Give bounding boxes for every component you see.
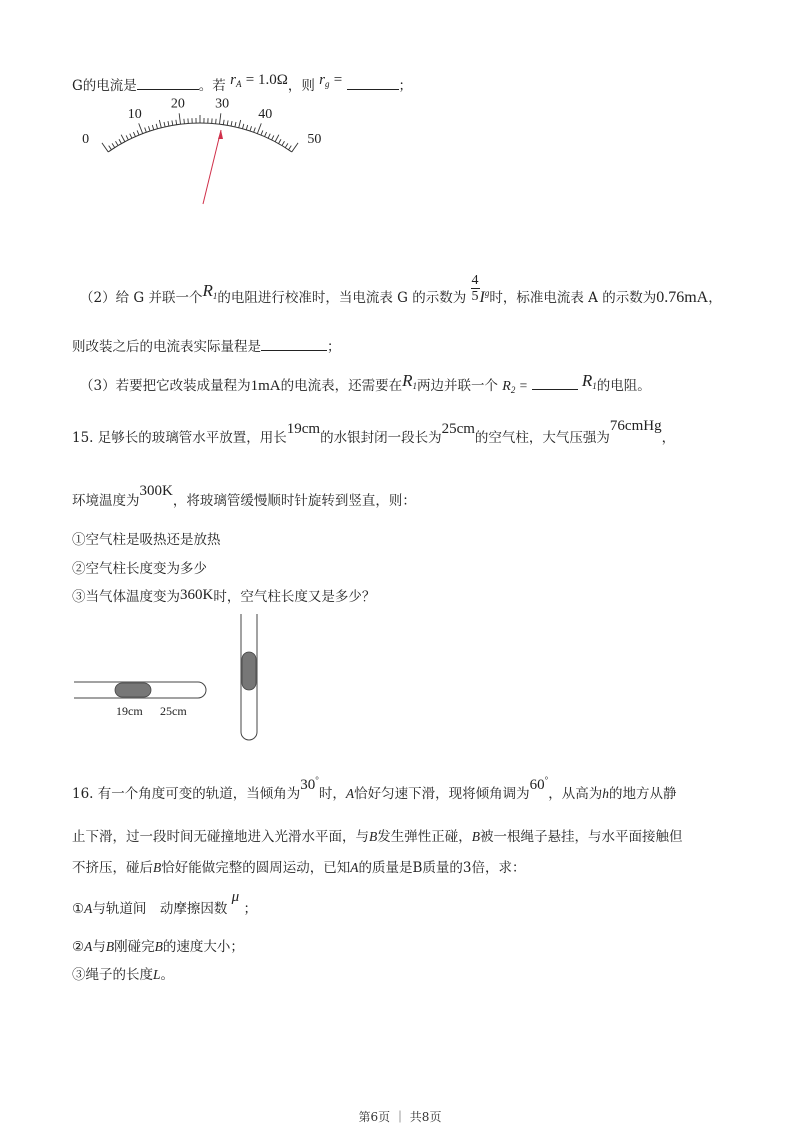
text: （3）若要把它改装成量程为 — [80, 378, 251, 394]
dial-tick — [176, 120, 177, 125]
mercury-column — [242, 652, 256, 690]
object-b: B — [153, 860, 162, 875]
text: 的地方从静 — [608, 786, 677, 802]
text: 恰好能做完整的圆周运动，已知 — [161, 860, 351, 876]
range-value: 1mA — [250, 378, 281, 394]
dial-tick — [219, 113, 220, 124]
question16-stem-line1 — [72, 775, 677, 803]
text: 的速度大小； — [162, 939, 244, 955]
dial-tick — [268, 134, 270, 139]
dial-tick — [156, 124, 157, 129]
text: ； — [398, 78, 413, 94]
dial-tick — [126, 135, 128, 139]
dial-tick — [109, 146, 112, 150]
galvanometer-dial — [65, 96, 335, 213]
answer-blank — [532, 377, 578, 390]
text: 则改装之后的电流表实际量程是 — [72, 339, 261, 355]
r1-symbol: $R_1$ — [581, 371, 597, 391]
question16-stem-line2 — [72, 825, 683, 845]
text: 发生弹性正碰， — [377, 829, 472, 845]
text: ， — [661, 430, 676, 446]
dial-tick — [172, 120, 173, 125]
dial-tick — [272, 135, 274, 139]
text: 的电阻进行校准时，当电流表 G 的示数为 — [217, 290, 467, 306]
dial-tick — [231, 121, 232, 126]
dial-label: 0 — [82, 131, 90, 147]
question14-part2-range — [72, 335, 341, 355]
text: ， — [708, 290, 722, 306]
friction-coefficient-mu: μ — [231, 889, 240, 905]
dial-tick — [265, 132, 267, 137]
text: ③绳子的长度 — [72, 967, 153, 983]
dial-label: 50 — [307, 131, 322, 147]
text: ③当气体温度变为 — [72, 589, 180, 605]
question14-rg-line — [72, 74, 412, 95]
dial-label: 40 — [258, 107, 273, 123]
dial-tick — [261, 130, 263, 135]
text: ① — [72, 901, 85, 917]
text: 。若 — [198, 78, 226, 94]
dial-tick — [239, 120, 241, 128]
dial-tick — [275, 135, 279, 142]
dial-tick — [116, 141, 119, 145]
dial-tick — [102, 143, 108, 152]
dial-tick — [112, 143, 115, 147]
height-h: h — [602, 786, 609, 801]
r2-symbol: $R_2$ — [502, 379, 516, 395]
question15-sub3 — [72, 585, 375, 606]
question16-sub1 — [72, 889, 257, 918]
text: 与 — [92, 939, 106, 955]
object-b: B — [105, 939, 115, 954]
air-column-length: 25cm — [441, 421, 475, 437]
r1-symbol: $R_1$ — [202, 281, 218, 301]
dial-tick — [130, 134, 132, 139]
dial-tick — [168, 121, 169, 126]
text: 被一根绳子悬挂，与水平面接触但 — [480, 829, 683, 845]
answer-blank — [137, 77, 199, 90]
dial-label: 10 — [127, 107, 142, 123]
text: 不挤压，碰后 — [72, 860, 153, 876]
r1-symbol: $R_1$ — [402, 371, 417, 391]
object-b: B — [154, 939, 163, 954]
dial-tick — [285, 143, 288, 147]
dial-arc — [108, 123, 292, 152]
question14-part2 — [80, 273, 722, 314]
ra-value: = 1.0Ω — [245, 72, 288, 88]
text: 的电流表，还需要在 — [280, 378, 403, 394]
text: 时， — [318, 786, 346, 802]
figure-label-air: 25cm — [160, 704, 187, 718]
text: 时，标准电流表 A 的示数为 — [489, 290, 657, 306]
object-b: B — [471, 829, 480, 844]
dial-tick — [164, 122, 165, 127]
text: ； — [243, 901, 257, 917]
rope-length-l: L — [153, 967, 161, 982]
text: 。 — [160, 967, 175, 983]
text: ； — [327, 339, 341, 355]
rg-symbol: $r_g$ — [319, 72, 330, 89]
fraction-four-fifths: $\frac{4}{5}$ — [471, 273, 479, 304]
answer-blank — [261, 338, 327, 351]
dial-tick — [254, 128, 256, 133]
dial-label: 20 — [170, 96, 185, 112]
object-a: A — [84, 901, 93, 916]
ra-symbol: $r_A$ — [230, 72, 242, 89]
current-value: 0.76mA — [656, 289, 709, 306]
dial-tick — [179, 113, 180, 124]
angle-30: 30° — [300, 775, 319, 793]
dial-tick — [235, 122, 236, 127]
answer-blank — [347, 77, 399, 90]
question14-part3 — [80, 371, 651, 395]
figure-label-mercury: 19cm — [116, 704, 143, 718]
text: ，从高为 — [548, 786, 603, 802]
text: 16. 有一个角度可变的轨道，当倾角为 — [72, 786, 301, 802]
text: 的质量是B质量的3倍，求： — [358, 860, 526, 876]
dial-tick — [279, 139, 281, 143]
dial-tick — [133, 132, 135, 137]
dial-tick — [223, 120, 224, 125]
text: 环境温度为 — [72, 493, 140, 509]
equals: = — [333, 72, 343, 88]
text: 15. 足够长的玻璃管水平放置，用长 — [72, 430, 287, 446]
dial-label: 30 — [215, 96, 230, 112]
dial-tick — [159, 120, 161, 128]
object-a: A — [84, 939, 93, 954]
meter-needle — [203, 130, 221, 204]
dial-tick — [250, 126, 252, 131]
text: 的水银封闭一段长为 — [320, 430, 442, 446]
dial-tick — [148, 126, 150, 131]
question15-stem-line1 — [72, 418, 676, 447]
text: ，则 — [287, 78, 315, 94]
text: 的电阻。 — [596, 378, 651, 394]
angle-60: 60° — [529, 775, 549, 793]
question15-sub2: ②空气柱长度变为多少 — [72, 561, 207, 577]
question16-sub3 — [72, 963, 174, 983]
page-footer: 第6页 ｜ 共8页 — [358, 1110, 442, 1124]
dial-tick — [121, 135, 125, 142]
question15-sub1: ①空气柱是吸热还是放热 — [72, 532, 221, 548]
text: 恰好匀速下滑，现将倾角调为 — [354, 786, 530, 802]
dial-tick — [292, 143, 298, 152]
dial-tick — [246, 125, 247, 130]
text: 与轨道间 动摩擦因数 — [92, 901, 228, 917]
text: ，将玻璃管缓慢顺时针旋转到竖直，则： — [172, 493, 416, 509]
text: 的空气柱，大气压强为 — [474, 430, 610, 446]
horizontal-glass-tube — [70, 678, 210, 702]
dial-tick — [257, 123, 261, 133]
temperature-value: 360K — [180, 587, 214, 603]
text: 止下滑，过一段时间无碰撞地进入光滑水平面，与 — [72, 829, 369, 845]
dial-tick — [145, 128, 147, 133]
temperature-value: 300K — [139, 483, 173, 499]
dial-tick — [152, 125, 153, 130]
atmospheric-pressure: 76cmHg — [609, 418, 662, 434]
question16-sub2 — [72, 935, 244, 955]
dial-tick — [227, 120, 228, 125]
object-b: B — [369, 829, 378, 844]
question16-stem-line3 — [72, 856, 526, 876]
text: 刚碰完 — [114, 939, 155, 955]
text: G的电流是 — [72, 78, 137, 94]
mercury-length: 19cm — [286, 421, 321, 437]
object-a: A — [345, 786, 355, 801]
ig-symbol: $I^g$ — [479, 288, 490, 306]
dial-tick — [289, 146, 292, 150]
text: 两边并联一个 — [416, 378, 498, 394]
dial-tick — [137, 130, 139, 135]
dial-tick — [282, 141, 285, 145]
dial-tick — [242, 124, 243, 129]
text: （2）给 G 并联一个 — [80, 290, 203, 306]
vertical-glass-tube — [236, 612, 264, 746]
dial-tick — [139, 123, 143, 133]
question15-stem-line2 — [72, 483, 416, 510]
text: 时，空气柱长度又是多少？ — [213, 589, 376, 605]
dial-labels — [82, 96, 321, 147]
dial-tick — [119, 139, 121, 143]
mercury-column — [115, 683, 151, 697]
text: ② — [72, 939, 85, 955]
equals: = — [519, 378, 528, 393]
object-a: A — [350, 860, 359, 875]
